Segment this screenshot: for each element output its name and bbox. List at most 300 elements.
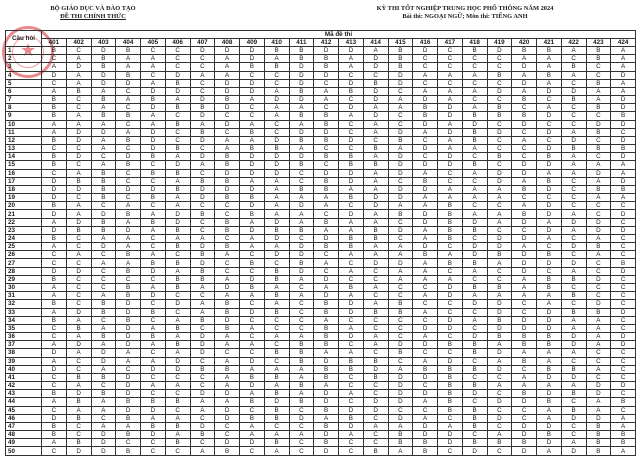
answer-cell: D [611,226,636,234]
answer-cell: D [487,414,512,422]
answer-cell: B [314,324,339,332]
answer-cell: C [289,406,314,414]
exam-code: 403 [91,39,116,47]
answer-cell: A [66,120,91,128]
answer-cell: B [462,112,487,120]
answer-cell: B [141,422,166,430]
answer-cell: D [512,218,537,226]
answer-cell: D [611,267,636,275]
answer-cell: D [339,79,364,87]
answer-cell: A [314,414,339,422]
answer-cell: A [413,71,438,79]
answer-cell: A [289,292,314,300]
answer-cell: C [487,267,512,275]
answer-cell: C [413,153,438,161]
answer-cell: C [586,153,611,161]
answer-cell: C [42,373,67,381]
answer-cell: C [388,333,413,341]
answer-cell: B [91,373,116,381]
answer-cell: A [537,55,562,63]
answer-cell: A [363,128,388,136]
answer-cell: A [264,202,289,210]
answer-cell: A [91,422,116,430]
answer-cell: D [586,120,611,128]
answer-cell: A [314,202,339,210]
answer-cell: A [512,292,537,300]
answer-cell: C [314,267,339,275]
answer-cell: B [289,382,314,390]
answer-cell: B [339,161,364,169]
answer-cell: D [240,439,265,447]
answer-cell: A [314,382,339,390]
answer-cell: B [314,439,339,447]
answer-cell: C [190,55,215,63]
answer-cell: B [438,406,463,414]
answer-cell: A [413,234,438,242]
answer-cell: C [339,373,364,381]
question-number: 21 [6,210,42,218]
answer-cell: B [165,104,190,112]
answer-cell: D [314,390,339,398]
answer-cell: A [413,259,438,267]
answer-cell: D [339,47,364,55]
answer-cell: B [264,145,289,153]
question-number: 9 [6,112,42,120]
answer-cell: A [487,259,512,267]
answer-cell: D [388,398,413,406]
answer-cell: C [561,234,586,242]
answer-cell: A [314,96,339,104]
answer-cell: D [611,71,636,79]
answer-cell: A [611,87,636,95]
answer-cell: A [339,55,364,63]
answer-cell: D [413,120,438,128]
answer-cell: A [512,202,537,210]
answer-cell: D [141,365,166,373]
answer-cell: B [314,422,339,430]
answer-cell: A [388,145,413,153]
answer-cell: A [289,218,314,226]
answer-cell: D [388,414,413,422]
answer-cell: B [413,177,438,185]
answer-cell: C [66,422,91,430]
answer-cell: A [215,341,240,349]
answer-cell: D [363,194,388,202]
answer-cell: A [611,79,636,87]
answer-cell: C [438,300,463,308]
answer-cell: D [586,275,611,283]
answer-cell: B [264,439,289,447]
answer-cell: A [537,382,562,390]
answer-cell: A [586,365,611,373]
answer-cell: B [42,161,67,169]
exam-code: 418 [462,39,487,47]
answer-cell: A [462,87,487,95]
answer-cell: C [363,71,388,79]
answer-cell: D [215,283,240,291]
answer-cell: D [537,439,562,447]
table-row [6,71,636,79]
answer-cell: D [413,390,438,398]
answer-cell: A [42,87,67,95]
answer-cell: B [264,275,289,283]
answer-cell: C [537,194,562,202]
answer-cell: C [165,112,190,120]
answer-cell: C [611,406,636,414]
answer-cell: C [116,145,141,153]
answer-cell: D [66,308,91,316]
answer-cell: A [264,112,289,120]
answer-cell: B [141,259,166,267]
answer-cell: D [561,243,586,251]
answer-cell: B [586,128,611,136]
answer-cell: B [289,136,314,144]
answer-cell: D [42,267,67,275]
answer-cell: A [512,349,537,357]
answer-cell: A [537,218,562,226]
answer-cell: B [537,275,562,283]
answer-cell: A [363,120,388,128]
table-row [6,283,636,291]
answer-cell: B [438,210,463,218]
answer-cell: B [66,177,91,185]
answer-cell: C [190,79,215,87]
table-row [6,357,636,365]
answer-cell: C [586,357,611,365]
answer-cell: A [339,431,364,439]
answer-cell: A [537,63,562,71]
answer-cell: A [42,398,67,406]
question-number: 13 [6,145,42,153]
answer-cell: B [190,316,215,324]
question-number: 12 [6,136,42,144]
answer-cell: C [165,251,190,259]
answer-cell: A [289,390,314,398]
answer-cell: A [339,63,364,71]
question-number: 4 [6,71,42,79]
answer-cell: C [264,341,289,349]
answer-cell: D [116,185,141,193]
answer-cell: B [264,226,289,234]
answer-cell: A [388,104,413,112]
question-number: 30 [6,283,42,291]
answer-cell: C [388,234,413,242]
answer-cell: B [339,234,364,242]
answer-cell: D [487,300,512,308]
answer-cell: D [388,185,413,193]
answer-cell: D [487,47,512,55]
answer-cell: D [462,447,487,456]
answer-cell: C [586,210,611,218]
answer-cell: B [116,71,141,79]
answer-cell: A [264,447,289,456]
answer-cell: C [388,112,413,120]
answer-cell: D [66,185,91,193]
answer-cell: D [240,185,265,193]
answer-cell: B [314,243,339,251]
answer-cell: D [438,128,463,136]
table-row [6,169,636,177]
answer-cell: D [91,439,116,447]
answer-cell: A [141,324,166,332]
answer-cell: B [462,259,487,267]
answer-cell: C [611,202,636,210]
answer-cell: D [339,104,364,112]
answer-cell: B [215,243,240,251]
answer-cell: C [141,439,166,447]
answer-cell: D [190,243,215,251]
question-number: 38 [6,349,42,357]
answer-cell: C [339,96,364,104]
answer-cell: D [413,341,438,349]
answer-cell: C [116,439,141,447]
answer-cell: B [215,218,240,226]
exam-code: 416 [413,39,438,47]
answer-cell: A [66,210,91,218]
answer-cell: B [289,55,314,63]
answer-cell: B [388,349,413,357]
answer-cell: C [388,283,413,291]
answer-cell: A [512,275,537,283]
answer-cell: B [586,185,611,193]
answer-cell: B [462,349,487,357]
question-number: 29 [6,275,42,283]
answer-cell: D [586,382,611,390]
answer-cell: D [512,422,537,430]
answer-cell: C [487,120,512,128]
table-row [6,136,636,144]
answer-cell: A [438,71,463,79]
answer-cell: D [537,161,562,169]
answer-cell: D [91,243,116,251]
answer-cell: C [190,382,215,390]
answer-cell: A [289,120,314,128]
answer-cell: D [190,349,215,357]
answer-cell: B [289,398,314,406]
answer-cell: B [165,341,190,349]
answer-cell: D [116,226,141,234]
answer-cell: B [314,308,339,316]
answer-cell: B [537,341,562,349]
answer-cell: A [116,234,141,242]
answer-cell: C [215,202,240,210]
answer-cell: D [512,316,537,324]
answer-cell: A [561,267,586,275]
answer-cell: C [116,194,141,202]
answer-cell: C [141,349,166,357]
answer-cell: A [586,398,611,406]
answer-cell: C [165,308,190,316]
answer-cell: A [487,292,512,300]
answer-cell: C [413,349,438,357]
answer-cell: C [190,439,215,447]
answer-cell: A [141,341,166,349]
answer-cell: C [586,292,611,300]
answer-cell: B [116,112,141,120]
answer-cell: D [462,390,487,398]
answer-cell: B [264,349,289,357]
table-row [6,341,636,349]
answer-cell: D [264,96,289,104]
answer-cell: B [586,79,611,87]
answer-cell: A [190,406,215,414]
answer-cell: D [91,128,116,136]
answer-cell: D [190,136,215,144]
table-row [6,398,636,406]
answer-cell: D [537,202,562,210]
answer-cell: A [363,153,388,161]
answer-cell: D [413,47,438,55]
answer-cell: C [215,431,240,439]
answer-cell: A [165,202,190,210]
answer-cell: A [487,185,512,193]
answer-cell: C [611,349,636,357]
answer-cell: B [363,226,388,234]
answer-cell: A [438,87,463,95]
table-row [6,202,636,210]
answer-cell: C [586,136,611,144]
answer-cell: B [314,185,339,193]
answer-cell: B [141,96,166,104]
answer-cell: D [141,406,166,414]
answer-cell: C [611,324,636,332]
answer-cell: C [487,406,512,414]
answer-cell: B [537,177,562,185]
answer-cell: D [586,414,611,422]
answer-cell: B [487,153,512,161]
answer-cell: B [363,161,388,169]
answer-cell: A [141,226,166,234]
answer-key-body [6,47,636,456]
answer-cell: A [438,194,463,202]
answer-cell: B [190,104,215,112]
answer-cell: B [561,275,586,283]
answer-cell: B [413,112,438,120]
answer-cell: D [314,128,339,136]
answer-cell: A [240,390,265,398]
answer-cell: A [215,333,240,341]
answer-cell: B [314,300,339,308]
answer-cell: D [438,439,463,447]
answer-cell: D [537,87,562,95]
answer-cell: D [190,185,215,193]
answer-cell: B [42,136,67,144]
answer-cell: C [66,234,91,242]
answer-cell: D [116,382,141,390]
answer-cell: D [611,308,636,316]
answer-cell: C [165,47,190,55]
answer-cell: C [512,414,537,422]
answer-cell: D [165,357,190,365]
answer-cell: D [190,341,215,349]
answer-cell: C [462,357,487,365]
answer-cell: D [240,79,265,87]
answer-cell: D [215,87,240,95]
answer-cell: B [141,398,166,406]
answer-cell: B [487,71,512,79]
answer-cell: D [388,71,413,79]
answer-cell: B [611,145,636,153]
answer-cell: C [240,300,265,308]
answer-cell: D [487,169,512,177]
answer-cell: D [487,87,512,95]
answer-cell: C [487,422,512,430]
answer-key-table [5,30,636,456]
answer-cell: D [66,128,91,136]
answer-cell: C [264,316,289,324]
answer-cell: A [91,341,116,349]
answer-cell: A [339,267,364,275]
exam-code: 420 [512,39,537,47]
answer-cell: D [537,373,562,381]
answer-cell: B [339,243,364,251]
answer-cell: C [190,145,215,153]
answer-cell: B [388,431,413,439]
table-row [6,226,636,234]
answer-cell: D [42,71,67,79]
table-row [6,431,636,439]
answer-cell: D [339,177,364,185]
answer-cell: C [586,112,611,120]
table-row [6,365,636,373]
answer-cell: A [339,292,364,300]
answer-cell: B [561,145,586,153]
answer-cell: D [165,161,190,169]
answer-cell: B [264,47,289,55]
answer-cell: C [388,357,413,365]
answer-cell: A [116,96,141,104]
answer-cell: A [363,218,388,226]
answer-cell: C [339,120,364,128]
answer-cell: B [388,136,413,144]
answer-cell: B [289,87,314,95]
answer-cell: D [611,96,636,104]
answer-cell: D [289,96,314,104]
answer-cell: D [561,447,586,456]
answer-cell: C [165,447,190,456]
answer-cell: D [438,112,463,120]
answer-cell: A [264,382,289,390]
answer-cell: B [339,153,364,161]
answer-cell: C [462,373,487,381]
answer-cell: A [413,308,438,316]
answer-cell: A [141,357,166,365]
question-number: 26 [6,251,42,259]
answer-cell: B [289,47,314,55]
answer-cell: D [512,120,537,128]
answer-cell: B [141,153,166,161]
answer-cell: A [190,120,215,128]
answer-cell: D [537,128,562,136]
answer-cell: B [537,47,562,55]
answer-cell: C [512,406,537,414]
exam-code: 424 [611,39,636,47]
answer-cell: C [487,136,512,144]
answer-cell: A [586,251,611,259]
answer-cell: B [462,439,487,447]
answer-cell: A [537,349,562,357]
answer-cell: B [339,357,364,365]
answer-cell: D [91,349,116,357]
question-number: 50 [6,447,42,456]
answer-cell: A [438,145,463,153]
answer-cell: D [240,357,265,365]
answer-cell: A [314,349,339,357]
answer-cell: C [264,79,289,87]
answer-cell: C [165,55,190,63]
issuer-block [18,5,168,21]
answer-cell: A [611,169,636,177]
